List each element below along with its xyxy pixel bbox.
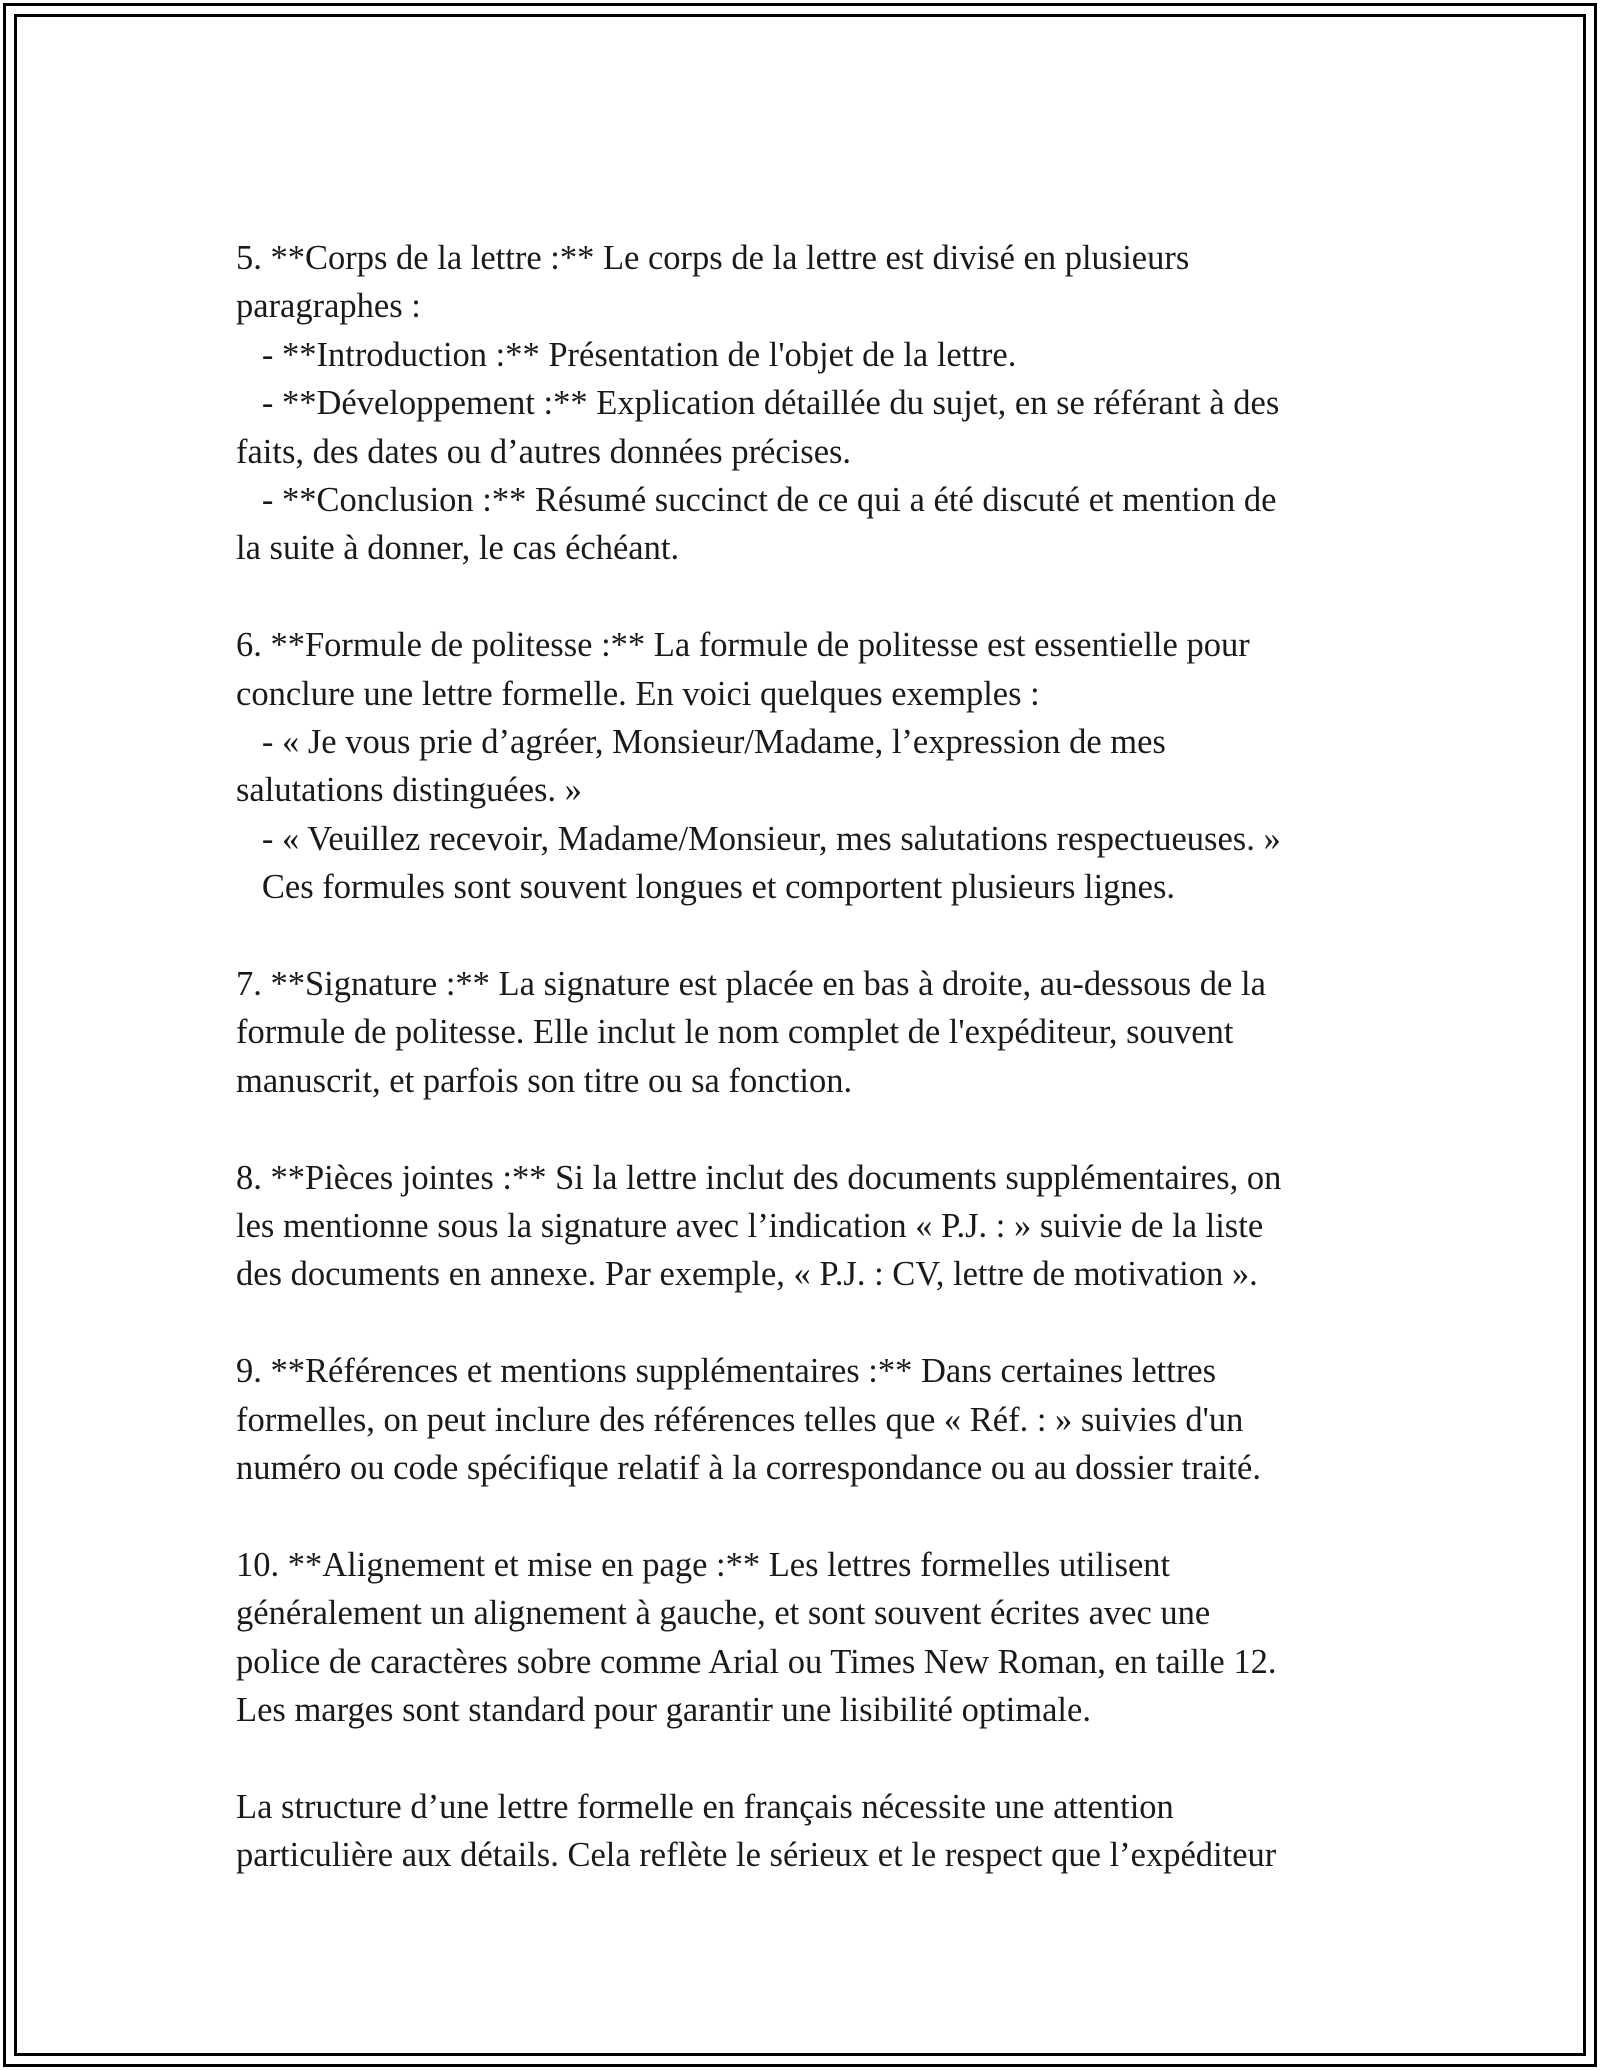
text-line: la suite à donner, le cas échéant. — [236, 529, 680, 568]
text-line: La structure d’une lettre formelle en français nécessite une attention — [236, 1787, 1174, 1826]
paragraph-corps-de-la-lettre — [236, 234, 1366, 573]
text-line: faits, des dates ou d’autres données précises. — [236, 432, 852, 471]
text-line: 6. **Formule de politesse :** La formule de politesse est essentielle pour — [236, 626, 1250, 665]
paragraph-references — [236, 1347, 1366, 1492]
text-line: des documents en annexe. Par exemple, « P.J. : CV, lettre de motivation ». — [236, 1255, 1258, 1294]
paragraph-signature — [236, 960, 1366, 1105]
paragraph-formule-de-politesse — [236, 621, 1366, 911]
text-line: 7. **Signature :** La signature est placée en bas à droite, au-dessous de la — [236, 965, 1266, 1004]
text-line: généralement un alignement à gauche, et sont souvent écrites avec une — [236, 1594, 1211, 1633]
paragraph-conclusion-structure — [236, 1783, 1366, 1880]
paragraph-pieces-jointes — [236, 1154, 1366, 1299]
text-line: - **Introduction :** Présentation de l'objet de la lettre. — [236, 335, 1017, 374]
text-line: paragraphes : — [236, 287, 421, 326]
text-line: 8. **Pièces jointes :** Si la lettre inclut des documents supplémentaires, on — [236, 1158, 1282, 1197]
text-line: - **Conclusion :** Résumé succinct de ce qui a été discuté et mention de — [236, 481, 1277, 520]
text-line: salutations distinguées. » — [236, 771, 582, 810]
text-line: - « Je vous prie d’agréer, Monsieur/Madame, l’expression de mes — [236, 723, 1166, 762]
text-line: numéro ou code spécifique relatif à la correspondance ou au dossier traité. — [236, 1449, 1261, 1488]
text-line: Ces formules sont souvent longues et comportent plusieurs lignes. — [236, 868, 1176, 907]
text-line: manuscrit, et parfois son titre ou sa fonction. — [236, 1061, 853, 1100]
text-line: Les marges sont standard pour garantir une lisibilité optimale. — [236, 1691, 1091, 1730]
text-line: 5. **Corps de la lettre :** Le corps de la lettre est divisé en plusieurs — [236, 239, 1190, 277]
paragraph-alignement — [236, 1541, 1366, 1735]
text-line: formule de politesse. Elle inclut le nom complet de l'expéditeur, souvent — [236, 1013, 1234, 1052]
text-line: - **Développement :** Explication détaillée du sujet, en se référant à des — [236, 384, 1280, 423]
text-line: - « Veuillez recevoir, Madame/Monsieur, mes salutations respectueuses. » — [236, 819, 1281, 858]
text-line: conclure une lettre formelle. En voici quelques exemples : — [236, 674, 1040, 713]
text-line: 9. **Références et mentions supplémentaires :** Dans certaines lettres — [236, 1352, 1217, 1391]
text-line: police de caractères sobre comme Arial ou Times New Roman, en taille 12. — [236, 1642, 1277, 1681]
document-body — [236, 234, 1366, 1880]
text-line: formelles, on peut inclure des références telles que « Réf. : » suivies d'un — [236, 1400, 1244, 1439]
text-line: les mentionne sous la signature avec l’indication « P.J. : » suivie de la liste — [236, 1207, 1264, 1246]
text-line: 10. **Alignement et mise en page :** Les lettres formelles utilisent — [236, 1545, 1171, 1584]
text-line: particulière aux détails. Cela reflète le sérieux et le respect que l’expéditeur — [236, 1836, 1277, 1875]
